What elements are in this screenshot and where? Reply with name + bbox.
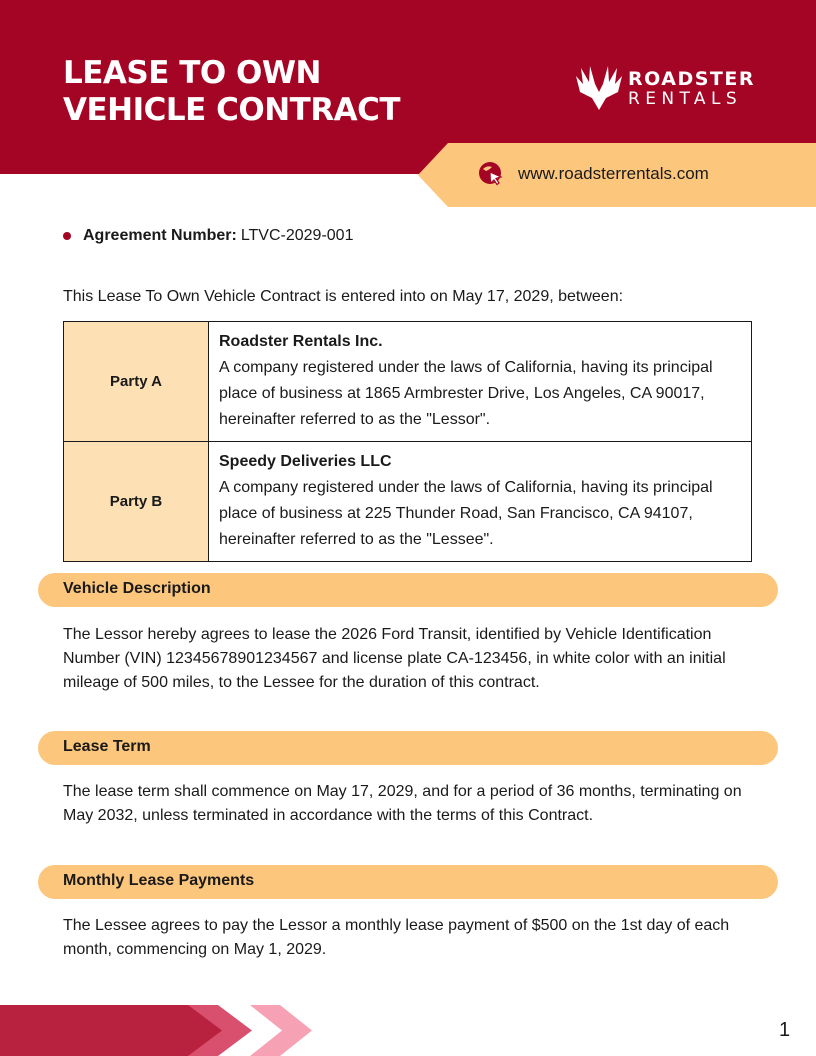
table-row <box>64 442 752 562</box>
website-url: www.roadsterrentals.com <box>518 164 709 183</box>
logo-name: ROADSTER <box>628 68 756 90</box>
document-title <box>63 55 400 129</box>
party-details <box>209 322 752 442</box>
party-name: Speedy Deliveries LLC <box>219 453 392 470</box>
party-description: A company registered under the laws of California, having its principal place of business at 1865 Armbrester Drive, Los Angeles, CA 90017, hereinafter referred to as the "Lessor". <box>219 359 713 428</box>
website-link[interactable] <box>478 160 709 188</box>
section-body-lease-term: The lease term shall commence on May 17, 2029, and for a period of 36 months, terminating on May 2032, unless terminated in accordance with the terms of this Contract. <box>63 783 742 824</box>
intro-text: This Lease To Own Vehicle Contract is entered into on May 17, 2029, between: <box>63 288 624 305</box>
logo-subtitle: RENTALS <box>628 89 743 109</box>
eagle-wings-icon <box>574 62 624 114</box>
section-body-vehicle-description: The Lessor hereby agrees to lease the 2026 Ford Transit, identified by Vehicle Identification Number (VIN) 12345678901234567 and license plate CA-123456, in white color with an initial mileage of 500 miles, to the Lessee for the duration of this contract. <box>63 626 726 691</box>
footer-arrows-decoration <box>0 1005 320 1056</box>
globe-cursor-icon <box>478 161 504 187</box>
section-header-monthly-payments <box>38 865 778 899</box>
party-label: Party A <box>64 322 209 442</box>
section-title: Lease Term <box>63 738 151 755</box>
title-line-2: VEHICLE CONTRACT <box>63 92 401 128</box>
parties-table <box>63 321 752 562</box>
agreement-value: LTVC-2029-001 <box>240 227 354 244</box>
title-line-1: LEASE TO OWN <box>63 55 321 91</box>
section-header-vehicle-description <box>38 573 778 607</box>
party-label: Party B <box>64 442 209 562</box>
agreement-label: Agreement Number: <box>83 227 237 244</box>
section-header-lease-term <box>38 731 778 765</box>
section-title: Vehicle Description <box>63 580 211 597</box>
agreement-number <box>63 227 353 245</box>
table-row <box>64 322 752 442</box>
party-description: A company registered under the laws of California, having its principal place of business at 225 Thunder Road, San Francisco, CA 94107, hereinafter referred to as the "Lessee". <box>219 479 713 548</box>
page-number: 1 <box>779 1019 791 1041</box>
party-name: Roadster Rentals Inc. <box>219 333 383 350</box>
party-details <box>209 442 752 562</box>
section-body-monthly-payments: The Lessee agrees to pay the Lessor a monthly lease payment of $500 on the 1st day of each month, commencing on May 1, 2029. <box>63 917 730 958</box>
bullet-dot <box>63 232 71 240</box>
company-logo <box>574 62 764 114</box>
section-title: Monthly Lease Payments <box>63 872 255 889</box>
